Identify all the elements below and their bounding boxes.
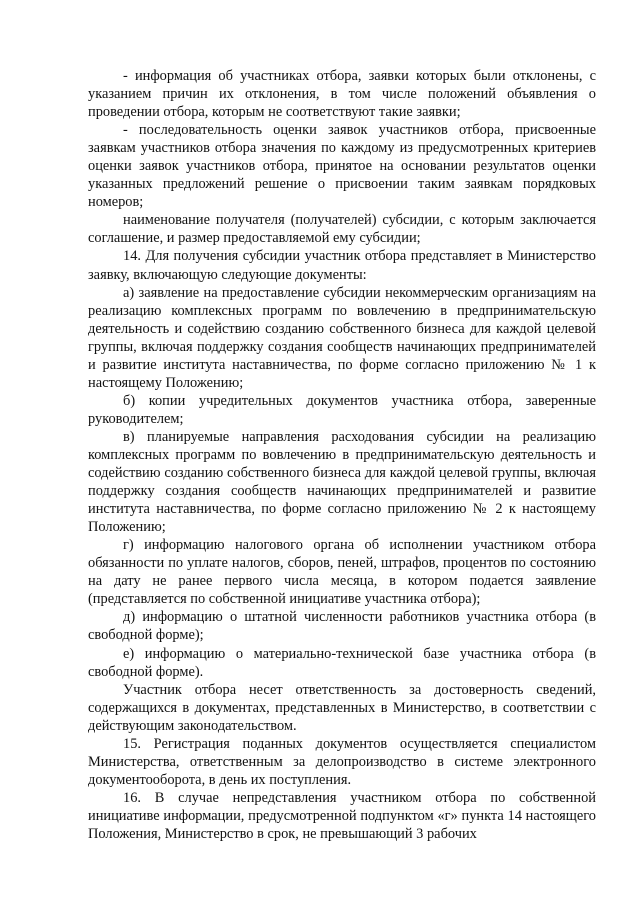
paragraph-item-14: 14. Для получения субсидии участник отбора представляет в Министерство заявку, включающую следующие документы: xyxy=(88,248,596,283)
paragraph-evaluation-sequence: - последовательность оценки заявок участников отбора, присвоенные заявкам участников отбора значения по каждому из предусмотренных критериев оценки заявок участников отбора, принятое на основании результатов оценки указанных предложений решение о присвоении таким заявкам порядковых номеров; xyxy=(88,122,596,211)
paragraph-item-14-g: г) информацию налогового органа об исполнении участником отбора обязанности по уплате налогов, сборов, пеней, штрафов, процентов по состоянию на дату не ранее первого числа месяца, в котором подается заявление (представляется по собственной инициативе участника отбора); xyxy=(88,537,596,608)
paragraph-item-14-d: д) информацию о штатной численности работников участника отбора (в свободной форме); xyxy=(88,609,596,644)
paragraph-item-16: 16. В случае непредставления участником отбора по собственной инициативе информации, предусмотренной подпунктом «г» пункта 14 настоящего Положения, Министерство в срок, не превышающий 3 рабочих xyxy=(88,789,596,842)
paragraph-item-14-v: в) планируемые направления расходования субсидии на реализацию комплексных программ по вовлечению в предпринимательскую деятельность и содействию созданию собственного бизнеса для каждой целевой группы, включая поддержку создания сообществ начинающих предпринимателей и развитие института наставничества, по форме согласно приложению № 2 к настоящему Положению; xyxy=(88,428,596,536)
paragraph-recipient-name: наименование получателя (получателей) субсидии, с которым заключается соглашение, и размер предоставляемой ему субсидии; xyxy=(88,212,596,247)
paragraph-rejected-applicants: - информация об участниках отбора, заявки которых были отклонены, с указанием причин их отклонения, в том числе положений объявления о проведении отбора, которым не соответствуют такие заявки; xyxy=(88,68,596,121)
paragraph-item-14-e: е) информацию о материально-технической базе участника отбора (в свободной форме). xyxy=(88,645,596,680)
paragraph-responsibility: Участник отбора несет ответственность за достоверность сведений, содержащихся в документах, представленных в Министерство, в соответствии с действующим законодательством. xyxy=(88,681,596,734)
paragraph-item-14-b: б) копии учредительных документов участника отбора, заверенные руководителем; xyxy=(88,392,596,427)
paragraph-item-15: 15. Регистрация поданных документов осуществляется специалистом Министерства, ответственным за делопроизводство в системе электронного документооборота, в день их поступления. xyxy=(88,735,596,788)
document-body xyxy=(88,67,596,843)
paragraph-item-14-a: а) заявление на предоставление субсидии некоммерческим организациям на реализацию комплексных программ по вовлечению в предпринимательскую деятельность и содействию созданию собственного бизнеса для каждой целевой группы, включая поддержку создания сообществ начинающих предпринимателей и развитие института наставничества, по форме согласно приложению № 1 к настоящему Положению; xyxy=(88,284,596,391)
